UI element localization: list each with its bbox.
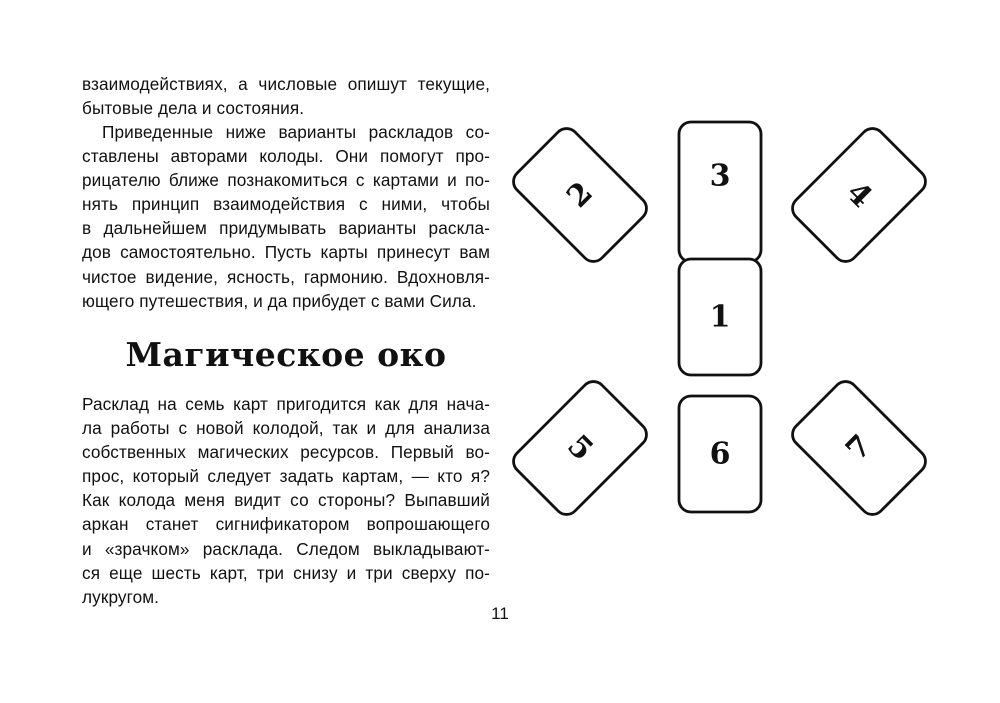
card-1 xyxy=(679,259,761,375)
card-4-number: 4 xyxy=(839,175,879,215)
text-line: бытовые дела и состояния. xyxy=(82,98,305,119)
card-7-number: 7 xyxy=(839,428,879,468)
text-line: нять принцип взаимодействия с ними, чтобы xyxy=(82,194,490,215)
text-line: дов самостоятельно. Пусть карты принесут вам xyxy=(82,242,490,263)
text-line: чистое видение, ясность, гармонию. Вдохновля- xyxy=(82,266,490,287)
text-line: Расклад на семь карт пригодится как для нача- xyxy=(82,394,490,414)
card-6-number: 6 xyxy=(709,436,731,472)
card-spread-diagram xyxy=(500,110,940,530)
card-2 xyxy=(509,124,652,267)
page-number: 11 xyxy=(491,604,509,623)
text-line: и «зрачком» расклада. Следом выкладывают- xyxy=(82,538,490,559)
text-line: ся еще шесть карт, три снизу и три сверху по- xyxy=(82,562,490,583)
text-line: аркан станет сигнификатором вопрошающего xyxy=(82,514,490,535)
text-line: рицателю ближе познакомиться с картами и по- xyxy=(82,170,490,191)
spreads-intro-paragraph xyxy=(82,120,490,313)
text-line: Как колода меня видит со стороны? Выпавший xyxy=(82,490,490,511)
text-line: прос, который следует задать картам, — кто я? xyxy=(82,466,490,487)
card-3 xyxy=(679,122,761,262)
text-line: в дальнейшем придумывать варианты раскла- xyxy=(82,218,490,239)
text-line: ставлены авторами колоды. Они помогут про- xyxy=(82,146,490,167)
text-line: лукругом. xyxy=(82,586,160,607)
text-line: взаимодействиях, а числовые опишут текущие, xyxy=(82,74,490,94)
intro-paragraph-continuation xyxy=(82,72,490,120)
card-5 xyxy=(509,377,652,520)
card-3-number: 3 xyxy=(709,158,731,194)
card-2-number: 2 xyxy=(560,175,600,215)
card-4 xyxy=(788,124,931,267)
section-heading: Магическое око xyxy=(125,335,447,374)
text-line: ла работы с новой колодой, так и для анализа xyxy=(82,418,490,439)
card-7 xyxy=(788,377,931,520)
text-line: собственных магических ресурсов. Первый во- xyxy=(82,442,490,463)
card-1-number: 1 xyxy=(709,299,731,335)
text-line: ющего путешествия, и да прибудет с вами Сила. xyxy=(82,290,477,311)
card-5-number: 5 xyxy=(560,428,600,468)
spread-description-paragraph xyxy=(82,392,490,609)
text-line: Приведенные ниже варианты раскладов со- xyxy=(102,122,490,142)
card-6 xyxy=(679,396,761,512)
